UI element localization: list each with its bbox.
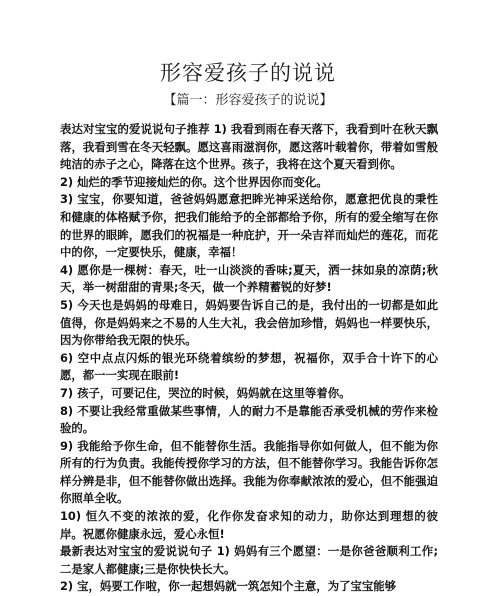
paragraph: 3) 宝宝，你要知道，爸爸妈妈愿意把眸光神采送给你，愿意把优良的秉性和健康的体格赋予你，把我们能给予的全部都给予你，所有的爱全缩写在你的世界的眼眸，愿我们的祝福是一种庇护，开一朵吉祥而灿烂的莲花，而花中的你，一定要快乐，健康，幸福！ [60, 192, 438, 260]
section-heading: 【篇一：形容爱孩子的说说】 [163, 93, 333, 108]
document-body [60, 121, 438, 596]
paragraph: 2) 宝，妈要工作啦，你一起想妈就一筑怎知个主意，为了宝宝能够 [60, 579, 397, 594]
paragraph: 7) 孩子，可要记住，哭泣的时候，妈妈就在这里等着你。 [60, 385, 351, 400]
paragraph: 10) 恒久不变的浓浓的爱，化作你发奋求知的动力，助你达到理想的彼岸。祝愿你健康永远，爱心永恒! [60, 509, 438, 541]
paragraph: 9) 我能给予你生命，但不能替你生活。我能指导你如何做人，但不能为你所有的行为负责。我能传授你学习的方法，但不能替你学习。我能告诉你怎样分辨是非，但不能替你做出选择。我能为你奉献浓浓的爱心，但不能强迫你照单全收。 [60, 438, 438, 506]
paragraph: 6) 空中点点闪烁的银光环绕着缤纷的梦想，祝福你，双手合十许下的心愿，都一一实现在眼前! [60, 350, 438, 383]
document-title: 形容爱孩子的说说 [160, 61, 336, 85]
paragraph: 5) 今天也是妈妈的母难日，妈妈要告诉自己的是，我付出的一切都是如此值得，你是妈妈来之不易的人生大礼，我会倍加珍惜，妈妈也一样要快乐，因为你带给我无限的快乐。 [60, 297, 438, 348]
paragraph: 2) 灿烂的季节迎接灿烂的你。这个世界因你而变化。 [60, 174, 328, 189]
paragraph: 4) 愿你是一棵树：春天，吐一山淡淡的香味;夏天，洒一抹如泉的凉荫;秋天，举一树甜甜的青果;冬天，做一个养精蓄锐的好梦! [60, 262, 438, 295]
paragraph: 最新表达对宝宝的爱说说句子 1) 妈妈有三个愿望：一是你爸爸顺利工作;二是家人都健康;三是你快快长大。 [60, 544, 438, 576]
paragraph: 8) 不要让我经常重做某些事情，人的耐力不是靠能否承受机械的劳作来检验的。 [60, 403, 438, 436]
paragraph: 表达对宝宝的爱说说句子推荐 1) 我看到雨在春天落下，我看到叶在秋天飘落，我看到雪在冬天轻飘。愿这喜雨滋润你，愿这落叶载着你，带着如雪般纯洁的赤子之心，降落在这个世界。孩子，我将在这个夏天看到你。 [60, 122, 438, 172]
